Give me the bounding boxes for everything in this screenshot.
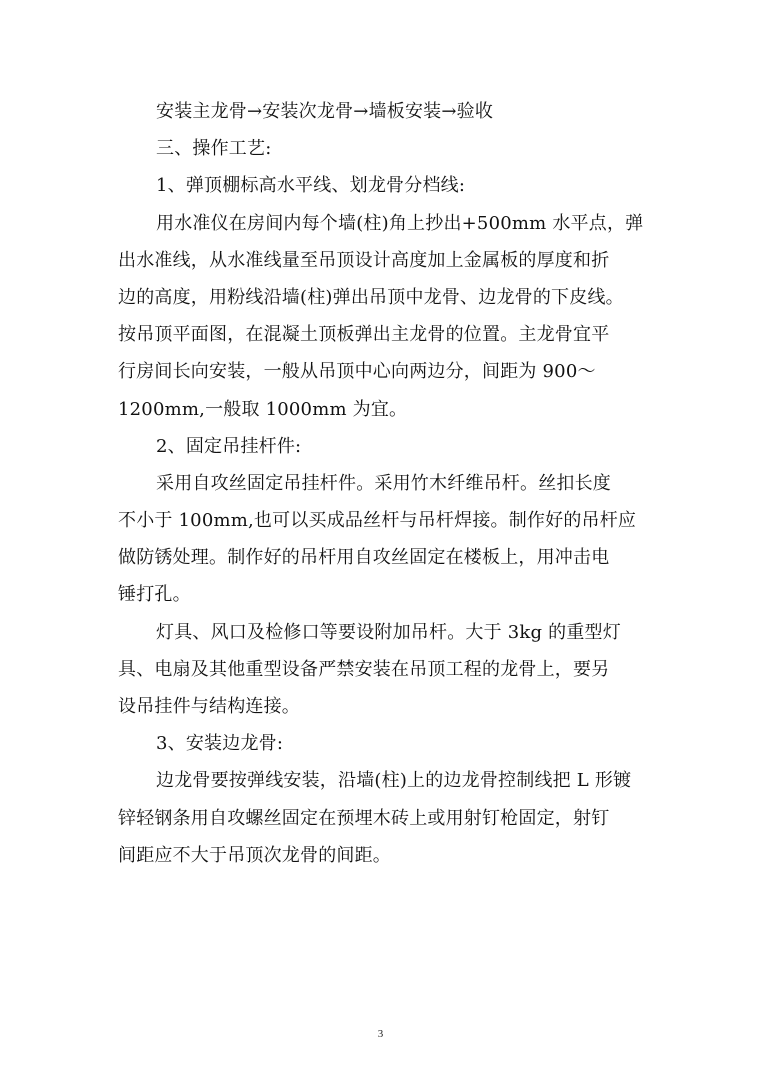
step-3-heading: 3、安装边龙骨: [156, 733, 284, 755]
paragraph-line: 边的高度，用粉线沿墙(柱)弹出吊顶中龙骨、边龙骨的下皮线。 [118, 286, 624, 308]
paragraph-line: 行房间长向安装，一般从吊顶中心向两边分，间距为 900～ [118, 361, 596, 383]
paragraph-line: 边龙骨要按弹线安装，沿墙(柱)上的边龙骨控制线把 L 形镀 [156, 770, 632, 792]
paragraph-line: 锤打孔。 [118, 584, 191, 606]
paragraph-line: 做防锈处理。制作好的吊杆用自攻丝固定在楼板上，用冲击电 [118, 547, 610, 569]
paragraph-line: 用水准仪在房间内每个墙(柱)角上抄出+500mm 水平点，弹 [156, 212, 644, 234]
page-number: 3 [377, 1028, 384, 1040]
paragraph-line: 锌轻钢条用自攻螺丝固定在预埋木砖上或用射钉枪固定，射钉 [118, 807, 610, 829]
section-heading-operation-process: 三、操作工艺: [156, 138, 272, 160]
paragraph-line: 不小于 100mm,也可以买成品丝杆与吊杆焊接。制作好的吊杆应 [118, 510, 637, 532]
paragraph-line: 灯具、风口及检修口等要设附加吊杆。大于 3kg 的重型灯 [156, 621, 621, 643]
paragraph-line: 间距应不大于吊顶次龙骨的间距。 [118, 844, 391, 866]
step-2-heading: 2、固定吊挂杆件: [156, 435, 302, 457]
paragraph-line: 出水准线，从水准线量至吊顶设计高度加上金属板的厚度和折 [118, 249, 610, 271]
paragraph-line: 具、电扇及其他重型设备严禁安装在吊顶工程的龙骨上，要另 [118, 658, 610, 680]
paragraph-line: 按吊顶平面图，在混凝土顶板弹出主龙骨的位置。主龙骨宜平 [118, 324, 610, 346]
step-1-heading: 1、弹顶棚标高水平线、划龙骨分档线: [156, 175, 466, 197]
document-body [118, 93, 644, 874]
paragraph-line: 1200mm,一般取 1000mm 为宜。 [118, 398, 408, 420]
paragraph-line: 采用自攻丝固定吊挂杆件。采用竹木纤维吊杆。丝扣长度 [156, 472, 611, 494]
paragraph-line: 设吊挂件与结构连接。 [118, 696, 300, 717]
process-flow-line: 安装主龙骨→安装次龙骨→墙板安装→验收 [156, 101, 494, 122]
